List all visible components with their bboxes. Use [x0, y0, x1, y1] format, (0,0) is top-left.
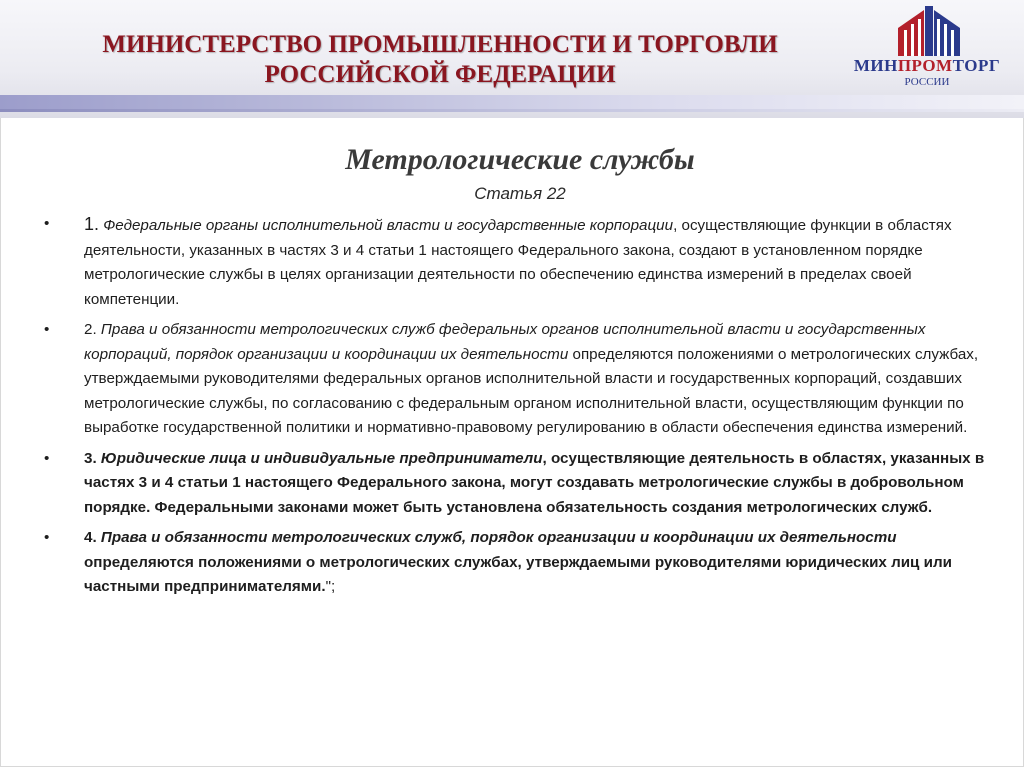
logo-text-min: МИН	[853, 56, 898, 75]
item-italic-text: Юридические лица и индивидуальные предприниматели	[96, 449, 543, 467]
bullet: •	[44, 321, 50, 338]
logo-building-icon	[894, 6, 964, 56]
list-item	[44, 212, 994, 312]
item-number: 4.	[84, 529, 97, 546]
list-item	[44, 447, 994, 521]
logo-wordmark	[852, 56, 1002, 76]
ministry-title-line1: МИНИСТЕРСТВО ПРОМЫШЛЕННОСТИ И ТОРГОВЛИ	[102, 31, 778, 58]
item-italic-text: Права и обязанности метрологических служб федеральных органов исполнительной власти и государственных корпораций, порядок организации и координации их деятельности	[84, 321, 926, 363]
logo-subtitle: РОССИИ	[904, 76, 950, 88]
bullet: •	[44, 529, 50, 546]
article-items	[44, 212, 994, 606]
item-italic-text: Права и обязанности метрологических служб, порядок организации и координации их деятельности	[96, 529, 897, 546]
item-number: 3.	[84, 449, 97, 467]
item-text: определяются положениями о метрологических службах, утверждаемыми руководителями юридических лиц или частными предпринимателями.	[84, 553, 952, 595]
item-text: определяются положениями о метрологических службах, утверждаемыми руководителями федеральных органов исполнительной власти и государственных корпораций, создавших метрологические службы, по согласованию с федеральным органом исполнительной власти, осуществляющим функции по выработке государственной политики и нормативно-правовому регулированию в области обеспечения единства измерений.	[84, 345, 979, 436]
header-stripe-line	[0, 109, 1024, 112]
list-item	[44, 318, 994, 441]
bullet: •	[44, 449, 50, 467]
ministry-title-line2: РОССИЙСКОЙ ФЕДЕРАЦИИ	[264, 61, 616, 88]
item-text: , осуществляющие деятельность в областях, указанных в частях 3 и 4 статьи 1 настоящего Федерального закона, могут создавать метрологические службы в добровольном порядке. Федеральными законами может быть установлена обязательность создания метрологических служб.	[84, 449, 985, 516]
ministry-title	[60, 30, 820, 90]
logo-text-torg: ТОРГ	[952, 56, 1001, 75]
logo-text-prom: ПРОМ	[897, 56, 953, 75]
list-item	[44, 526, 994, 600]
slide-title: Метрологические службы	[345, 143, 695, 176]
item-italic-text: Федеральные органы исполнительной власти и государственные корпорации	[99, 217, 674, 234]
item-number: 1.	[84, 214, 100, 234]
item-number: 2.	[84, 321, 97, 338]
item-text: , осуществляющие функции в областях деятельности, указанных в частях 3 и 4 статьи 1 настоящего Федерального закона, создают в установленном порядке метрологические службы в целях организации деятельности по обеспечению единства измерений в пределах своей компетенции.	[84, 217, 952, 308]
bullet: •	[44, 215, 50, 232]
minpromtorg-logo	[852, 6, 1002, 96]
header-stripe	[0, 95, 1024, 109]
item-tail: ";	[325, 578, 336, 595]
header	[0, 0, 1024, 118]
slide-subtitle: Статья 22	[474, 184, 566, 203]
